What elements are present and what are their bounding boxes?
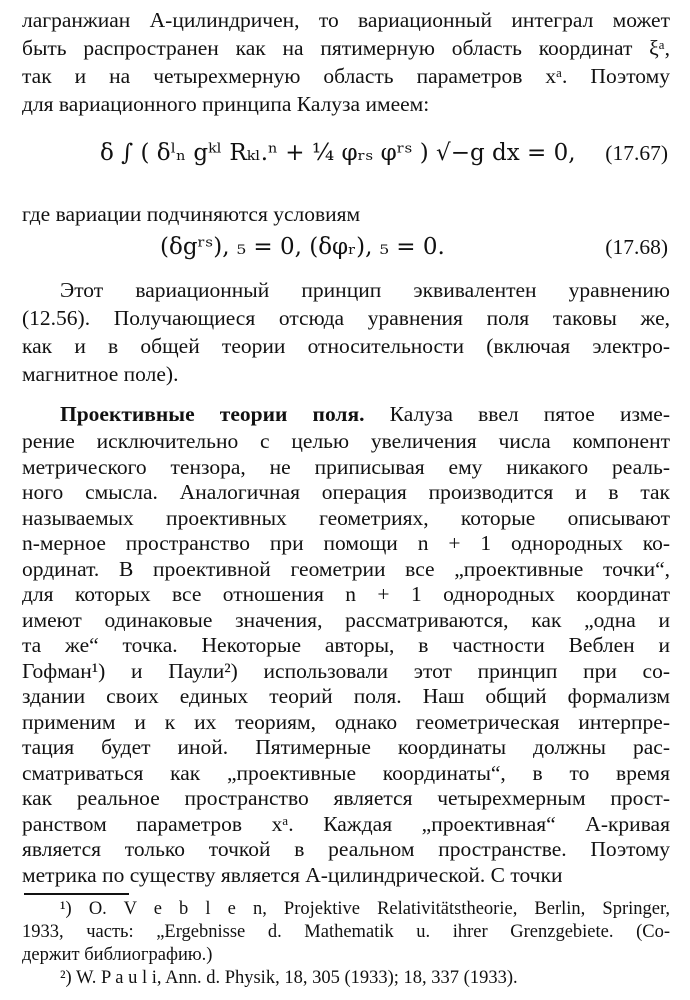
text-line: метрического тензора, не приписывая ему никакого реаль-: [22, 455, 670, 479]
text-line: рение исключительно с целью увеличения числа компонент: [22, 429, 670, 453]
text-line: ного смысла. Аналогичная операция производится и в так: [22, 480, 670, 504]
equation-number: (17.67): [605, 141, 668, 165]
text-line: (12.56). Получающиеся отсюда уравнения поля таковы же,: [22, 306, 670, 330]
text-line: так и на четырехмерную область параметров xᵃ. Поэтому: [22, 64, 670, 88]
text-line: для которых все отношения n + 1 однородных координат: [22, 582, 670, 606]
text-line: тация будет иной. Пятимерные координаты должны рас-: [22, 735, 670, 759]
footnote-rule: [24, 893, 129, 895]
text-line: лагранжиан A-цилиндричен, то вариационный интеграл может: [22, 8, 670, 32]
text-line: Этот вариационный принцип эквивалентен уравнению: [60, 278, 670, 302]
text-line: называемых проективных геометриях, которые описывают: [22, 506, 670, 530]
text-line: сматриваться как „проективные координаты“, в то время: [22, 761, 670, 785]
equation-number: (17.68): [605, 235, 668, 259]
footnote-line: 1933, часть: „Ergebnisse d. Mathematik u. ihrer Grenzgebiete. (Со-: [22, 922, 670, 942]
text-line: n-мерное пространство при помощи n + 1 однородных ко-: [22, 531, 670, 555]
equation-variational-principle: δ ∫ ( δˡₙ gᵏˡ Rₖₗ.ⁿ + ¼ φᵣₛ φʳˢ ) √−g dx = 0,: [100, 140, 576, 166]
text-line: для вариационного принципа Калуза имеем:: [22, 92, 430, 116]
text-line: здании своих единых теорий поля. Наш общий формализм: [22, 684, 670, 708]
text-line: та же“ точка. Некоторые авторы, в частности Веблен и: [22, 633, 670, 657]
footnote-line: держит библиографию.): [22, 945, 213, 965]
footnote-line: ¹) O. V e b l e n, Projektive Relativitätstheorie, Berlin, Springer,: [60, 899, 670, 919]
text-line: является только точкой в реальном пространстве. Поэтому: [22, 837, 670, 861]
text-line: быть распространен как на пятимерную область координат ξᵃ,: [22, 36, 670, 60]
text-line: как реальное пространство является четырехмерным прост-: [22, 786, 670, 810]
text-line: магнитное поле).: [22, 362, 179, 386]
text-line: Гофман¹) и Паули²) использовали этот принцип при со-: [22, 659, 670, 683]
text-line: как и в общей теории относительности (включая электро-: [22, 334, 670, 358]
text-line: применим и к их теориям, однако геометрическая интерпре-: [22, 710, 670, 734]
section-heading: Проективные теории поля.: [60, 402, 365, 426]
equation-variation-conditions: (δgʳˢ), ₅ = 0, (δφᵣ), ₅ = 0.: [160, 234, 445, 260]
text-line: имеют одинаковые значения, рассматриваются, как „одна и: [22, 608, 670, 632]
text-line: ранством параметров xᵃ. Каждая „проективная“ A-кривая: [22, 812, 670, 836]
text-line: [60, 400, 670, 428]
footnote-line: ²) W. P a u l i, Ann. d. Physik, 18, 305 (1933); 18, 337 (1933).: [60, 968, 518, 988]
text-line: ординат. В проективной геометрии все „проективные точки“,: [22, 557, 670, 581]
text-line: метрика по существу является A-цилиндрической. С точки: [22, 863, 563, 887]
section-heading-continuation: Калуза ввел пятое изме-: [389, 402, 670, 426]
text-line: где вариации подчиняются условиям: [22, 202, 361, 226]
